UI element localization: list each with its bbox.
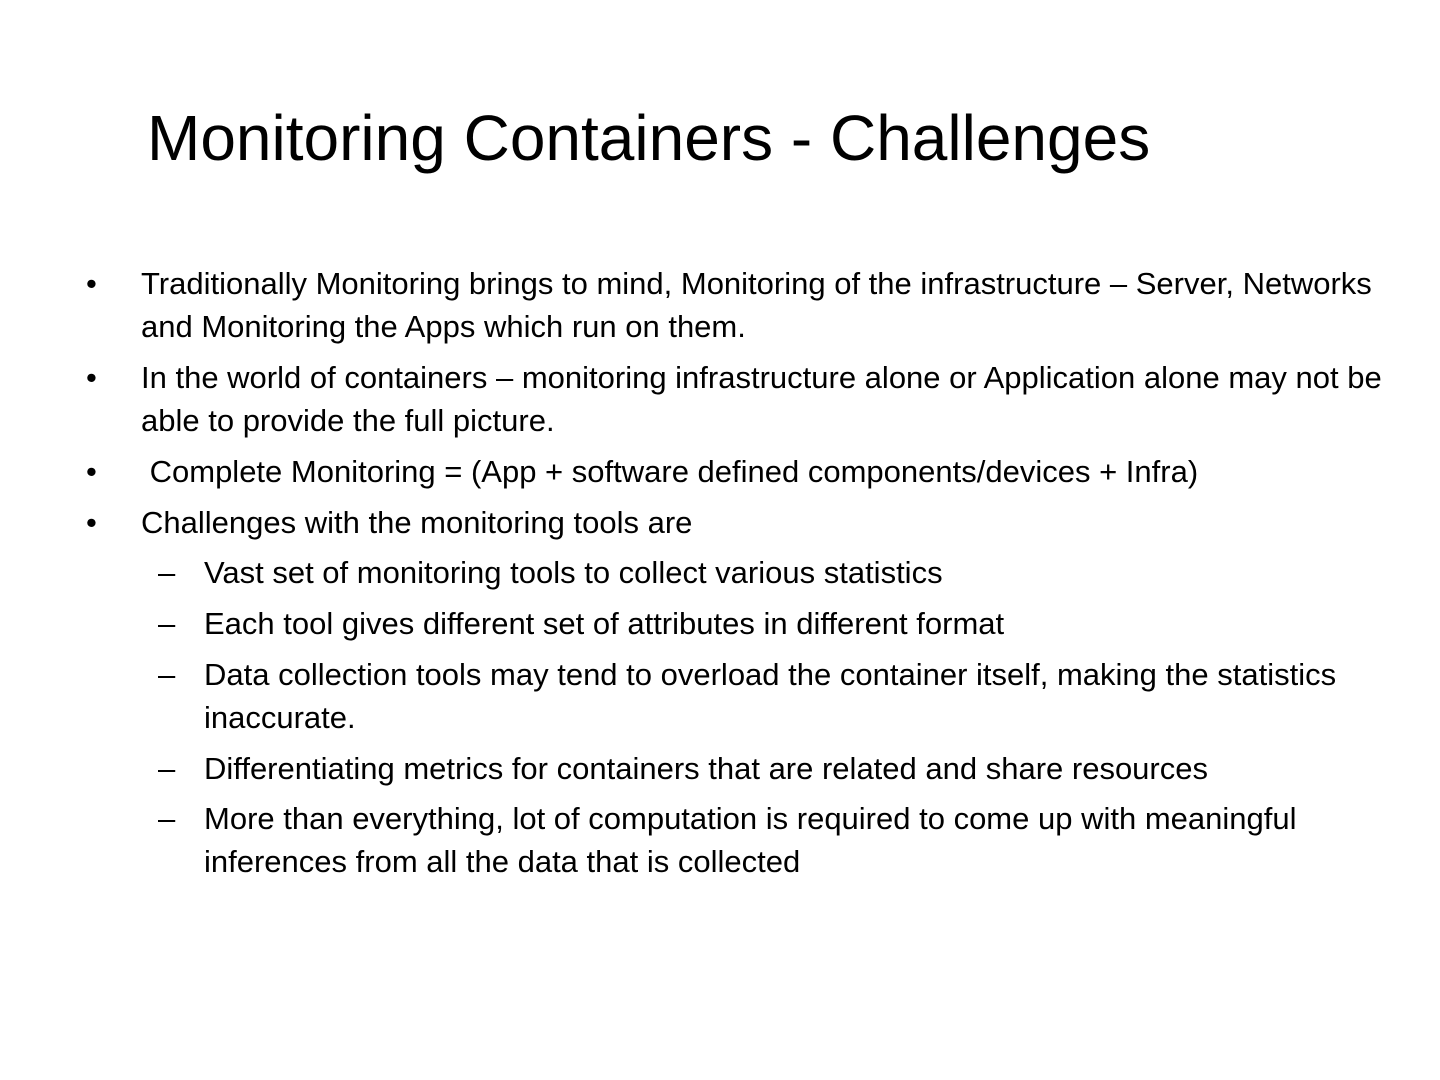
bullet-marker: • <box>86 360 97 395</box>
bullet-text: Complete Monitoring = (App + software defined components/devices + Infra) <box>141 454 1199 489</box>
bullet-marker: • <box>86 454 97 489</box>
sub-bullet-text: Data collection tools may tend to overload the container itself, making the statistics inaccurate. <box>204 657 1337 735</box>
bullet-text: In the world of containers – monitoring infrastructure alone or Application alone may not be able to provide the full picture. <box>141 360 1382 438</box>
sub-bullet-marker: – <box>158 606 176 641</box>
bullet-marker: • <box>86 505 97 540</box>
bullet-text: Challenges with the monitoring tools are <box>141 505 693 540</box>
sub-bullet-text: Vast set of monitoring tools to collect various statistics <box>204 555 943 590</box>
bullet-text: Traditionally Monitoring brings to mind, Monitoring of the infrastructure – Server, Networks and Monitoring the Apps which run on them. <box>141 266 1372 344</box>
sub-bullet-text: Each tool gives different set of attributes in different format <box>204 606 1005 641</box>
sub-bullet-marker: – <box>158 801 176 836</box>
sub-bullet-text: More than everything, lot of computation is required to come up with meaningful inferences from all the data that is collected <box>204 801 1297 879</box>
bullet-marker: • <box>86 266 97 301</box>
slide-title: Monitoring Containers - Challenges <box>147 102 1151 174</box>
sub-bullet-marker: – <box>158 657 176 692</box>
sub-bullet-marker: – <box>158 751 176 786</box>
sub-bullet-text: Differentiating metrics for containers that are related and share resources <box>204 751 1208 786</box>
sub-bullet-marker: – <box>158 555 176 590</box>
